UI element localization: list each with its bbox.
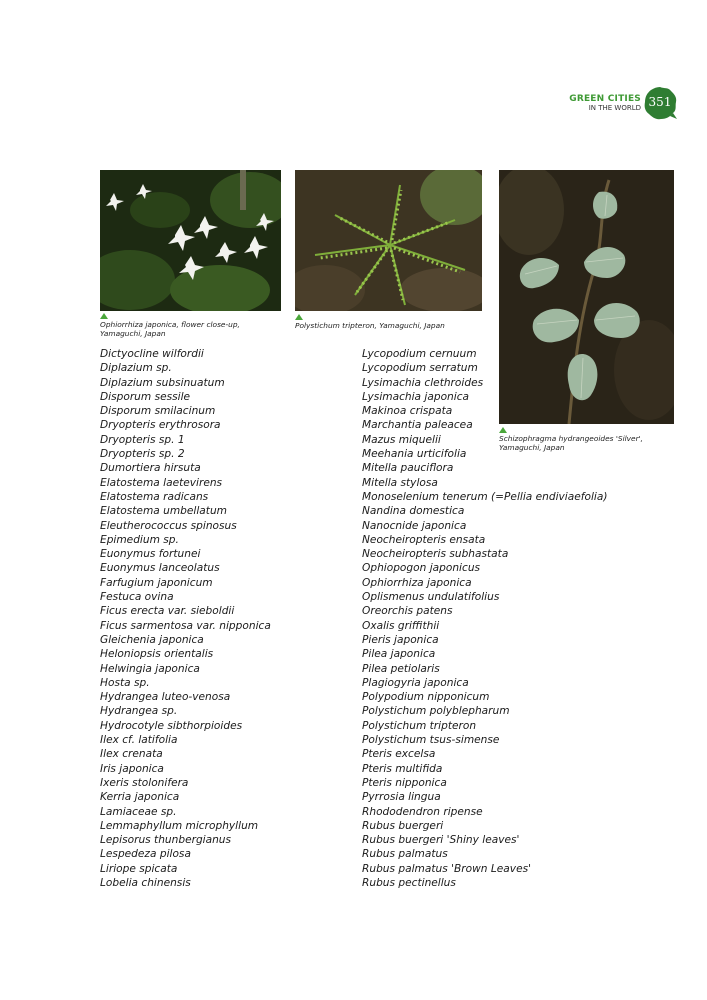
list-item: Euonymus lanceolatus — [100, 562, 220, 575]
list-item: Ixeris stolonifera — [100, 776, 189, 789]
list-item: Elatostema radicans — [100, 490, 209, 503]
list-item: Epimedium sp. — [100, 533, 179, 546]
flower-photo — [100, 170, 281, 311]
page-header — [567, 86, 677, 126]
list-item: Lemmaphyllum microphyllum — [100, 819, 259, 832]
list-item: Rubus buergeri 'Shiny leaves' — [362, 834, 520, 847]
list-item: Pteris nipponica — [362, 776, 447, 789]
species-list-column-1 — [100, 347, 271, 890]
list-item: Elatostema laetevirens — [100, 476, 223, 489]
list-item: Hydrangea luteo-venosa — [100, 691, 231, 704]
list-item: Makinoa crispata — [362, 405, 453, 418]
list-item: Lespedeza pilosa — [100, 848, 191, 861]
list-item: Plagiogyria japonica — [362, 676, 469, 689]
list-item: Neocheiropteris subhastata — [362, 548, 509, 561]
list-item: Mazus miquelii — [362, 433, 441, 446]
photo-caption: Schizophragma hydrangeoides 'Silver', Yamaguchi, Japan — [499, 434, 644, 452]
list-item: Lysimachia japonica — [362, 390, 470, 403]
list-item: Meehania urticifolia — [362, 448, 467, 461]
list-item: Lobelia chinensis — [100, 876, 191, 889]
list-item: Dictyocline wilfordii — [100, 348, 204, 360]
list-item: Lycopodium serratum — [362, 362, 478, 375]
list-item: Ficus erecta var. sieboldii — [100, 605, 235, 618]
list-item: Rubus palmatus — [362, 848, 448, 861]
list-item: Pieris japonica — [362, 633, 439, 646]
list-item: Rubus buergeri — [362, 819, 444, 832]
list-item: Neocheiropteris ensata — [362, 533, 486, 546]
list-item: Elatostema umbellatum — [100, 505, 227, 518]
list-item: Dryopteris erythrosora — [100, 419, 221, 432]
list-item: Polypodium nipponicum — [362, 691, 490, 704]
list-item: Iris japonica — [100, 762, 164, 775]
list-item: Farfugium japonicum — [100, 576, 213, 589]
list-item: Heloniopsis orientalis — [100, 648, 214, 661]
list-item: Monoselenium tenerum (=Pellia endiviaefolia) — [362, 490, 608, 503]
list-item: Ficus sarmentosa var. nipponica — [100, 619, 271, 632]
list-item: Oxalis griffithii — [362, 619, 440, 632]
list-item: Ilex crenata — [100, 748, 163, 761]
brand-subtitle: IN THE WORLD — [588, 104, 641, 112]
list-item: Diplazium subsinuatum — [100, 376, 225, 389]
list-item: Kerria japonica — [100, 791, 180, 804]
list-item: Polystichum tsus-simense — [362, 734, 500, 747]
list-item: Pteris excelsa — [362, 748, 436, 761]
list-item: Liriope spicata — [100, 862, 178, 875]
list-item: Ophiopogon japonicus — [362, 562, 481, 575]
list-item: Euonymus fortunei — [100, 548, 201, 561]
brand-title: GREEN CITIES — [569, 94, 641, 104]
page-number: 351 — [648, 95, 672, 109]
list-item: Rubus pectinellus — [362, 876, 456, 889]
list-item: Lamiaceae sp. — [100, 805, 177, 818]
list-item: Pilea petiolaris — [362, 662, 440, 675]
fern-photo — [295, 170, 482, 311]
list-item: Helwingia japonica — [100, 662, 200, 675]
list-item: Pteris multifida — [362, 762, 443, 775]
list-item: Disporum sessile — [100, 390, 191, 403]
list-item: Nandina domestica — [362, 505, 465, 518]
list-item: Rubus palmatus 'Brown Leaves' — [362, 862, 532, 875]
list-item: Eleutherococcus spinosus — [100, 519, 237, 532]
list-item: Disporum smilacinum — [100, 405, 216, 418]
page-number-badge — [643, 86, 677, 120]
list-item: Lycopodium cernuum — [362, 348, 477, 360]
list-item: Dumortiera hirsuta — [100, 462, 201, 475]
list-item: Hydrocotyle sibthorpioides — [100, 719, 243, 732]
list-item: Polystichum tripteron — [362, 719, 477, 732]
list-item: Dryopteris sp. 2 — [100, 448, 185, 461]
list-item: Lepisorus thunbergianus — [100, 834, 232, 847]
list-item: Marchantia paleacea — [362, 419, 473, 432]
list-item: Ophiorrhiza japonica — [362, 576, 472, 589]
photo-caption: Polystichum tripteron, Yamaguchi, Japan — [295, 321, 445, 330]
list-item: Polystichum polyblepharum — [362, 705, 510, 718]
list-item: Dryopteris sp. 1 — [100, 433, 185, 446]
list-item: Rhododendron ripense — [362, 805, 483, 818]
list-item: Oreorchis patens — [362, 605, 453, 618]
list-item: Nanocnide japonica — [362, 519, 467, 532]
list-item: Mitella pauciflora — [362, 462, 454, 475]
species-list-column-2 — [362, 347, 607, 890]
list-item: Mitella stylosa — [362, 476, 438, 489]
caption-marker-icon — [295, 314, 303, 320]
list-item: Ilex cf. latifolia — [100, 734, 178, 747]
photo-caption: Ophiorrhiza japonica, flower close-up, Yamaguchi, Japan — [100, 320, 240, 338]
list-item: Pyrrosia lingua — [362, 791, 441, 804]
list-item: Diplazium sp. — [100, 362, 172, 375]
list-item: Oplismenus undulatifolius — [362, 591, 500, 604]
list-item: Festuca ovina — [100, 591, 174, 604]
list-item: Pilea japonica — [362, 648, 436, 661]
list-item: Gleichenia japonica — [100, 633, 204, 646]
caption-marker-icon — [100, 313, 108, 319]
list-item: Hosta sp. — [100, 676, 150, 689]
list-item: Lysimachia clethroides — [362, 376, 484, 389]
list-item: Hydrangea sp. — [100, 705, 178, 718]
